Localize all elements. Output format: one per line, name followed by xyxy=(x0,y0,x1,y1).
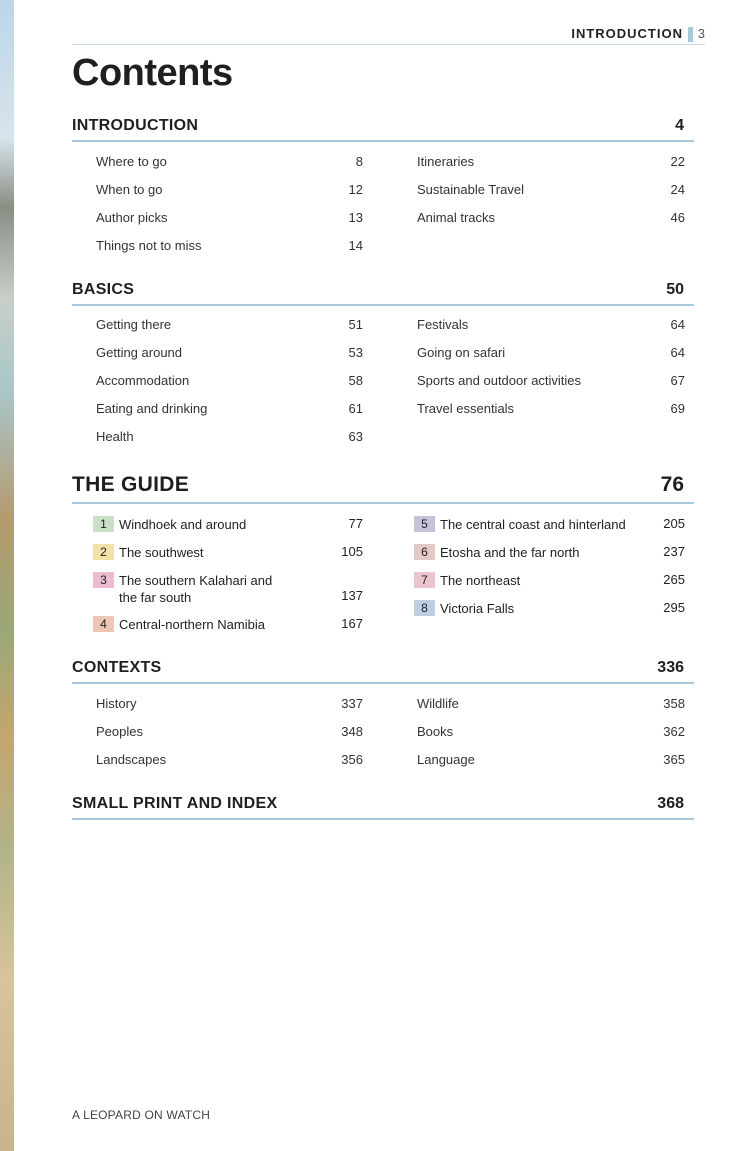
chapter-entry-4[interactable] xyxy=(93,616,363,636)
cover-photo-edge xyxy=(0,0,14,1151)
toc-entry[interactable]: Peoples 348 xyxy=(96,724,363,739)
chapter-number-badge: 6 xyxy=(414,544,435,560)
chapter-page: 265 xyxy=(663,572,685,587)
chapter-label: The northeast xyxy=(440,573,521,588)
photo-caption: A LEOPARD ON WATCH xyxy=(72,1108,211,1122)
chapter-page: 77 xyxy=(348,516,363,531)
toc-entry[interactable]: When to go 12 xyxy=(96,182,363,197)
toc-entry[interactable]: Landscapes 356 xyxy=(96,752,363,767)
toc-entry[interactable]: Author picks 13 xyxy=(96,210,363,225)
chapter-page: 167 xyxy=(341,616,363,631)
toc-entry[interactable]: Things not to miss 14 xyxy=(96,238,363,253)
chapter-number-badge: 1 xyxy=(93,516,114,532)
chapter-entry-7[interactable] xyxy=(414,572,685,592)
toc-entry[interactable]: Itineraries 22 xyxy=(417,154,685,169)
chapter-entry-3[interactable] xyxy=(93,572,363,608)
chapter-page: 105 xyxy=(341,544,363,559)
toc-entry[interactable]: Sustainable Travel 24 xyxy=(417,182,685,197)
section-heading-small-print[interactable] xyxy=(72,792,694,820)
section-heading-contexts[interactable] xyxy=(72,656,694,684)
section-title: THE GUIDE xyxy=(72,473,190,496)
toc-entry[interactable]: Getting around 53 xyxy=(96,345,363,360)
section-page: 368 xyxy=(657,795,684,812)
running-header xyxy=(72,26,705,45)
chapter-label: Victoria Falls xyxy=(440,601,515,616)
toc-entry[interactable]: Accommodation 58 xyxy=(96,373,363,388)
section-page: 50 xyxy=(666,281,684,298)
page-title: Contents xyxy=(72,52,233,94)
section-title: BASICS xyxy=(72,281,135,298)
page-number: 3 xyxy=(697,26,705,41)
running-header-title: INTRODUCTION xyxy=(571,26,683,41)
chapter-label: Windhoek and around xyxy=(119,517,247,532)
toc-entry[interactable]: Animal tracks 46 xyxy=(417,210,685,225)
toc-entry[interactable]: Where to go 8 xyxy=(96,154,363,169)
chapter-page: 205 xyxy=(663,516,685,531)
chapter-label: Etosha and the far north xyxy=(440,545,580,560)
chapter-page: 137 xyxy=(341,588,363,603)
chapter-page: 295 xyxy=(663,600,685,615)
toc-entry[interactable]: Eating and drinking 61 xyxy=(96,401,363,416)
chapter-entry-8[interactable] xyxy=(414,600,685,620)
toc-entry[interactable]: History 337 xyxy=(96,696,363,711)
section-title: CONTEXTS xyxy=(72,659,162,676)
toc-entry[interactable]: Festivals 64 xyxy=(417,317,685,332)
toc-entry[interactable]: Getting there 51 xyxy=(96,317,363,332)
chapter-number-badge: 2 xyxy=(93,544,114,560)
chapter-label: The southern Kalahari and the far south xyxy=(119,573,273,605)
section-heading-basics[interactable] xyxy=(72,278,694,306)
section-title: SMALL PRINT AND INDEX xyxy=(72,795,278,812)
chapter-label: The central coast and hinterland xyxy=(440,517,626,532)
chapter-number-badge: 4 xyxy=(93,616,114,632)
section-heading-introduction[interactable] xyxy=(72,114,694,142)
section-page: 76 xyxy=(660,473,684,496)
header-accent-bar xyxy=(688,27,693,42)
chapter-number-badge: 7 xyxy=(414,572,435,588)
chapter-label: Central-northern Namibia xyxy=(119,617,265,632)
chapter-number-badge: 5 xyxy=(414,516,435,532)
chapter-number-badge: 3 xyxy=(93,572,114,588)
toc-entry[interactable]: Sports and outdoor activities 67 xyxy=(417,373,685,388)
toc-entry[interactable]: Books 362 xyxy=(417,724,685,739)
toc-entry[interactable]: Wildlife 358 xyxy=(417,696,685,711)
chapter-number-badge: 8 xyxy=(414,600,435,616)
chapter-page: 237 xyxy=(663,544,685,559)
section-page: 4 xyxy=(675,117,684,134)
toc-entry[interactable]: Going on safari 64 xyxy=(417,345,685,360)
chapter-entry-5[interactable] xyxy=(414,516,685,536)
section-title: INTRODUCTION xyxy=(72,117,199,134)
section-page: 336 xyxy=(657,659,684,676)
chapter-entry-1[interactable] xyxy=(93,516,363,536)
section-heading-the-guide[interactable] xyxy=(72,472,694,504)
chapter-entry-2[interactable] xyxy=(93,544,363,564)
toc-entry[interactable]: Health 63 xyxy=(96,429,363,444)
toc-entry[interactable]: Language 365 xyxy=(417,752,685,767)
chapter-label: The southwest xyxy=(119,545,204,560)
toc-entry[interactable]: Travel essentials 69 xyxy=(417,401,685,416)
chapter-entry-6[interactable] xyxy=(414,544,685,564)
